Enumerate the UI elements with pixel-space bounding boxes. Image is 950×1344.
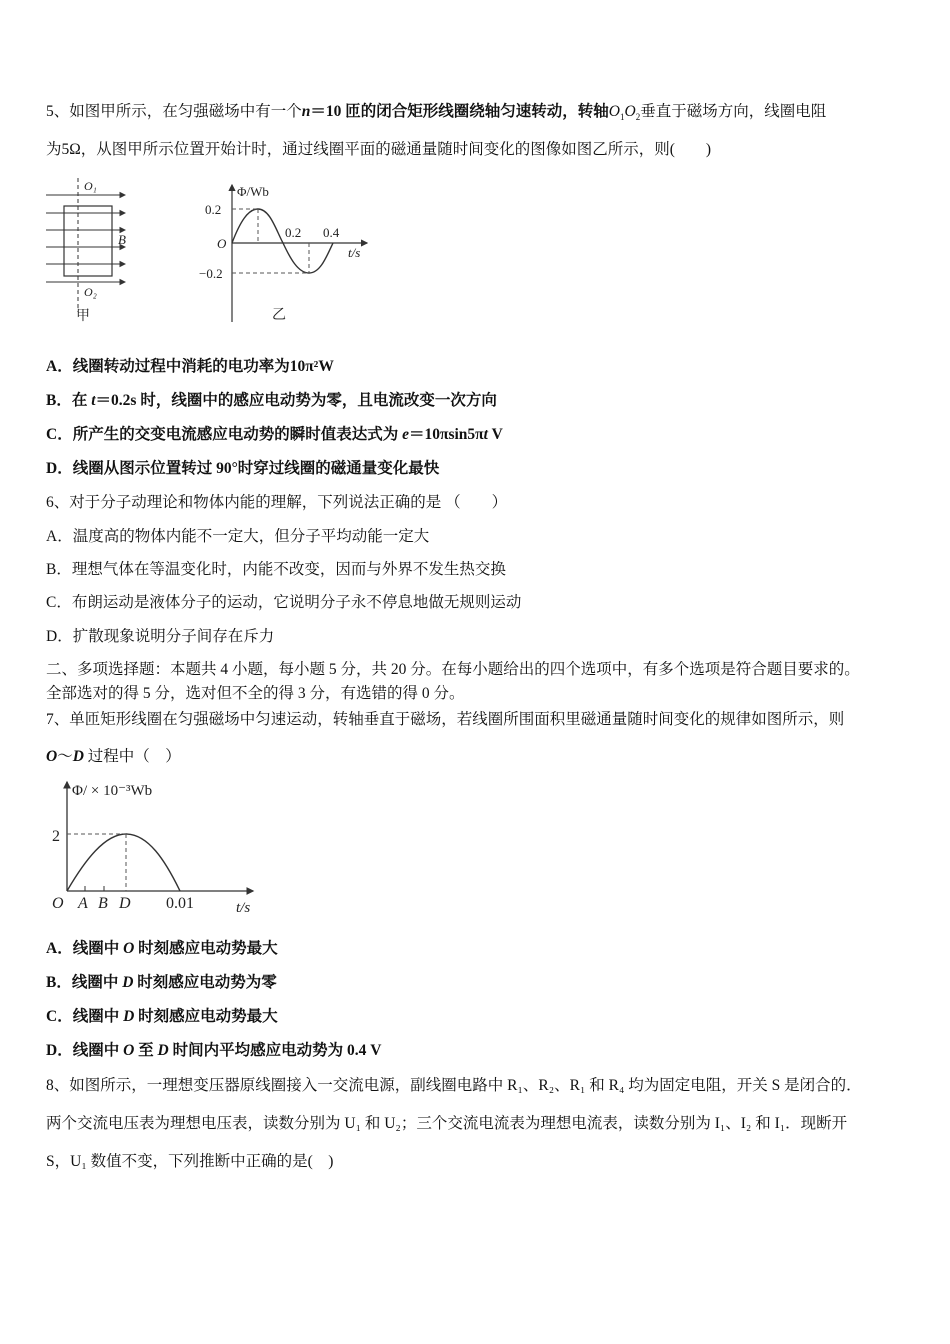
section2-instructions-line2: 全部选对的得 5 分，选对但不全的得 3 分，有选错的得 0 分。 <box>46 685 465 702</box>
caption-jia: 甲 <box>76 309 90 324</box>
y-axis-label: Φ/Wb <box>237 184 269 199</box>
q7-stem-line1: 7、单匝矩形线圈在匀强磁场中匀速运动，转轴垂直于磁场，若线圈所围面积里磁通量随时间变化的规律如图所示，则 <box>46 711 845 728</box>
x-tick-0-01: 0.01 <box>166 895 194 912</box>
figure-yi-flux-graph <box>199 184 367 323</box>
q6-option-c: C．布朗运动是液体分子的运动，它说明分子永不停息地做无规则运动 <box>46 594 522 611</box>
flux-curve <box>67 834 180 891</box>
q6-option-d: D．扩散现象说明分子间存在斥力 <box>46 628 275 645</box>
label-b: B <box>98 895 108 912</box>
figure-q7-flux-graph <box>52 782 253 916</box>
q5-option-c: C．所产生的交变电流感应电动势的瞬时值表达式为 e＝10πsin5πt V <box>46 426 503 443</box>
label-b: B <box>118 232 126 247</box>
y-tick-top: 0.2 <box>205 202 222 217</box>
q5-stem-line1: 5、如图甲所示，在匀强磁场中有一个n＝10 匝的闭合矩形线圈绕轴匀速转动，转轴$O_1O_2$垂直于磁场方向，线圈电阻 <box>46 103 827 123</box>
x-axis-label: t/s <box>348 245 361 260</box>
origin-label: O <box>52 895 64 912</box>
q6-stem: 6、对于分子动理论和物体内能的理解，下列说法正确的是 （ ） <box>46 494 508 511</box>
x-tick-0-4: 0.4 <box>323 225 340 240</box>
q7-option-a: A．线圈中 O 时刻感应电动势最大 <box>46 940 278 957</box>
caption-yi: 乙 <box>272 308 286 323</box>
coil-rectangle <box>64 206 112 276</box>
q5-option-b: B．在 t＝0.2s 时，线圈中的感应电动势为零，且电流改变一次方向 <box>46 392 497 409</box>
q6-option-b: B．理想气体在等温变化时，内能不改变，因而与外界不发生热交换 <box>46 561 506 578</box>
q7-option-c: C．线圈中 D 时刻感应电动势最大 <box>46 1008 278 1025</box>
q8-stem-line3: S，U₁ 数值不变，下列推断中正确的是( ) <box>46 1153 334 1170</box>
x-axis-label: t/s <box>236 900 251 916</box>
figure-jia-coil-diagram <box>46 178 126 324</box>
q5-option-d: D．线圈从图示位置转过 90°时穿过线圈的磁通量变化最快 <box>46 460 440 477</box>
section2-instructions-line1: 二、多项选择题：本题共 4 小题，每小题 5 分，共 20 分。在每小题给出的四个选项中，有多个选项是符合题目要求的。 <box>46 661 860 678</box>
q5-stem-line2: 为5Ω，从图甲所示位置开始计时，通过线圈平面的磁通量随时间变化的图像如图乙所示，则( ) <box>46 141 712 158</box>
q8-stem-line1: 8、如图所示，一理想变压器原线圈接入一交流电源，副线圈电路中 R₁、R₂、R₁ 和 R₄ 均为固定电阻，开关 S 是闭合的． <box>46 1077 862 1094</box>
magnetic-field-lines <box>46 195 125 282</box>
y-tick-bottom: −0.2 <box>199 266 223 281</box>
label-a: A <box>78 895 88 912</box>
label-d: D <box>119 895 131 912</box>
y-tick-2: 2 <box>52 828 60 845</box>
q8-stem-line2: 两个交流电压表为理想电压表，读数分别为 U₁ 和 U₂；三个交流电流表为理想电流表，读数分别为 I₁、I₂ 和 I₁．现断开 <box>46 1115 848 1132</box>
q7-option-b: B．线圈中 D 时刻感应电动势为零 <box>46 974 277 991</box>
y-axis-label: Φ/ × 10⁻³Wb <box>72 783 153 799</box>
x-tick-0-2: 0.2 <box>285 225 302 240</box>
origin-label: O <box>217 236 227 251</box>
flux-curve <box>232 209 333 273</box>
q7-stem-line2: O～D 过程中（ ） <box>46 748 181 765</box>
q6-option-a: A．温度高的物体内能不一定大，但分子平均动能一定大 <box>46 528 430 545</box>
q5-option-a: A．线圈转动过程中消耗的电功率为10π²W <box>46 358 334 375</box>
label-o1: O₁ <box>84 179 97 193</box>
q7-option-d: D．线圈中 O 至 D 时间内平均感应电动势为 0.4 V <box>46 1042 382 1059</box>
label-o2: O₂ <box>84 285 97 299</box>
